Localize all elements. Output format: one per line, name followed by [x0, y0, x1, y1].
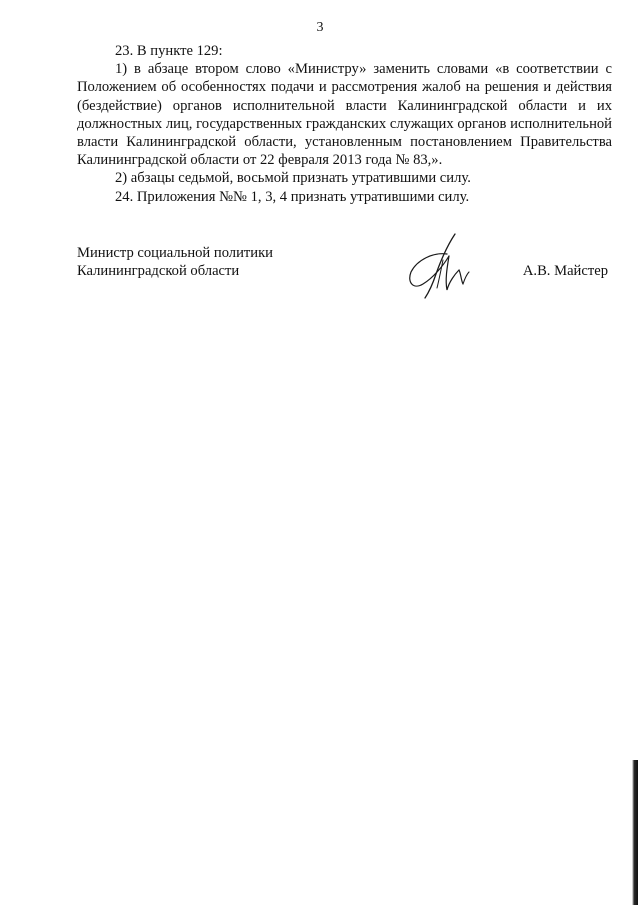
signer-title-line2: Калининградской области	[77, 263, 240, 280]
signer-title	[77, 244, 273, 280]
handwritten-signature-icon	[403, 230, 483, 300]
paragraph-item-24: 24. Приложения №№ 1, 3, 4 признать утратившими силу.	[115, 188, 470, 205]
document-body	[77, 42, 612, 206]
signer-title-line1: Министр социальной политики	[77, 245, 273, 261]
signature-block	[77, 244, 612, 304]
scan-edge-mark	[632, 760, 638, 905]
paragraph-subitem-1: 1) в абзаце втором слово «Министру» заменить словами «в соответствии с Положением об особенностях подачи и рассмотрения жалоб на решения и действия (бездействие) органов исполнительной власти Калининградской области и их должностных лиц, государственных гражданских служащих органов исполнительной власти Калининградской области, установленным постановлением Правительства Калининградской области от 22 февраля 2013 года № 83,».	[77, 61, 612, 169]
paragraph-subitem-2: 2) абзацы седьмой, восьмой признать утратившими силу.	[115, 170, 471, 187]
page-number: 3	[316, 20, 324, 35]
signer-name: А.В. Майстер	[522, 263, 608, 279]
paragraph-item-23: 23. В пункте 129:	[115, 43, 223, 59]
